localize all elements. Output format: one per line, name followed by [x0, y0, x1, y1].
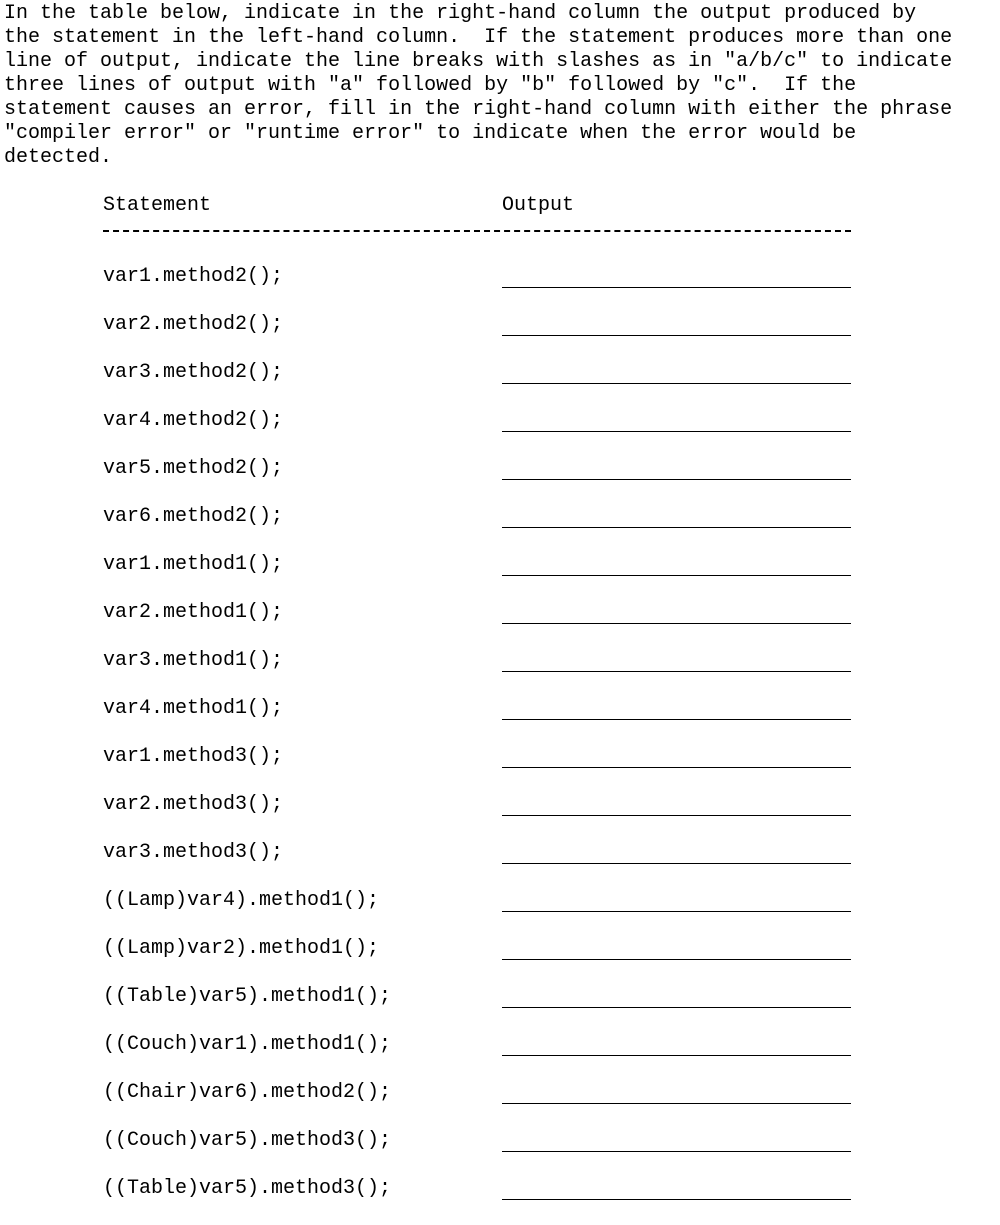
table-row: [0, 553, 1000, 601]
statement-text: ((Chair)var6).method2();: [103, 1081, 392, 1104]
statement-text: var3.method3();: [103, 841, 284, 864]
answer-blank[interactable]: [502, 335, 851, 336]
table-row: [0, 265, 1000, 313]
answer-blank[interactable]: [502, 527, 851, 528]
table-header: [0, 194, 1000, 218]
table-row: [0, 649, 1000, 697]
table-row: [0, 313, 1000, 361]
answer-blank[interactable]: [502, 767, 851, 768]
statement-text: var1.method3();: [103, 745, 284, 768]
table-row: [0, 745, 1000, 793]
statement-text: ((Table)var5).method1();: [103, 985, 392, 1008]
statement-text: ((Table)var5).method3();: [103, 1177, 392, 1200]
answer-blank[interactable]: [502, 671, 851, 672]
header-divider: [103, 230, 851, 232]
statement-text: var2.method1();: [103, 601, 284, 624]
answer-blank[interactable]: [502, 383, 851, 384]
statement-text: ((Lamp)var2).method1();: [103, 937, 380, 960]
statement-text: var4.method2();: [103, 409, 284, 432]
answer-blank[interactable]: [502, 431, 851, 432]
answer-blank[interactable]: [502, 1151, 851, 1152]
statement-text: var2.method2();: [103, 313, 284, 336]
table-row: [0, 601, 1000, 649]
table-row: [0, 697, 1000, 745]
table-row: [0, 889, 1000, 937]
table-row: [0, 1129, 1000, 1177]
answer-blank[interactable]: [502, 959, 851, 960]
table-row: [0, 361, 1000, 409]
statement-text: var2.method3();: [103, 793, 284, 816]
answer-blank[interactable]: [502, 623, 851, 624]
statement-text: ((Couch)var1).method1();: [103, 1033, 392, 1056]
answer-blank[interactable]: [502, 863, 851, 864]
table-row: [0, 505, 1000, 553]
answer-blank[interactable]: [502, 815, 851, 816]
statement-text: var5.method2();: [103, 457, 284, 480]
statement-text: var3.method2();: [103, 361, 284, 384]
answer-blank[interactable]: [502, 1103, 851, 1104]
statement-text: ((Lamp)var4).method1();: [103, 889, 380, 912]
statement-text: var6.method2();: [103, 505, 284, 528]
statement-text: var4.method1();: [103, 697, 284, 720]
answer-blank[interactable]: [502, 479, 851, 480]
answer-blank[interactable]: [502, 911, 851, 912]
statement-text: var1.method2();: [103, 265, 284, 288]
answer-blank[interactable]: [502, 719, 851, 720]
table-row: [0, 937, 1000, 985]
table-row: [0, 457, 1000, 505]
instructions-text: In the table below, indicate in the right-hand column the output produced by the statement in the left-hand column. If the statement produces more than one line of output, indicate the line breaks with slashes as in "a/b/c" to indicate three lines of output with "a" followed by "b" followed by "c". If the statement causes an error, fill in the right-hand column with either the phrase "compiler error" or "runtime error" to indicate when the error would be detected.: [4, 2, 953, 169]
table-row: [0, 841, 1000, 889]
question-table: [0, 265, 1000, 1225]
answer-blank[interactable]: [502, 575, 851, 576]
answer-blank[interactable]: [502, 1055, 851, 1056]
statement-text: var1.method1();: [103, 553, 284, 576]
statement-column-header: Statement: [103, 194, 212, 217]
answer-blank[interactable]: [502, 287, 851, 288]
table-row: [0, 1081, 1000, 1129]
table-row: [0, 409, 1000, 457]
table-row: [0, 1177, 1000, 1225]
statement-text: var3.method1();: [103, 649, 284, 672]
statement-text: ((Couch)var5).method3();: [103, 1129, 392, 1152]
output-column-header: Output: [502, 194, 575, 217]
table-row: [0, 793, 1000, 841]
answer-blank[interactable]: [502, 1007, 851, 1008]
table-row: [0, 985, 1000, 1033]
table-row: [0, 1033, 1000, 1081]
answer-blank[interactable]: [502, 1199, 851, 1200]
